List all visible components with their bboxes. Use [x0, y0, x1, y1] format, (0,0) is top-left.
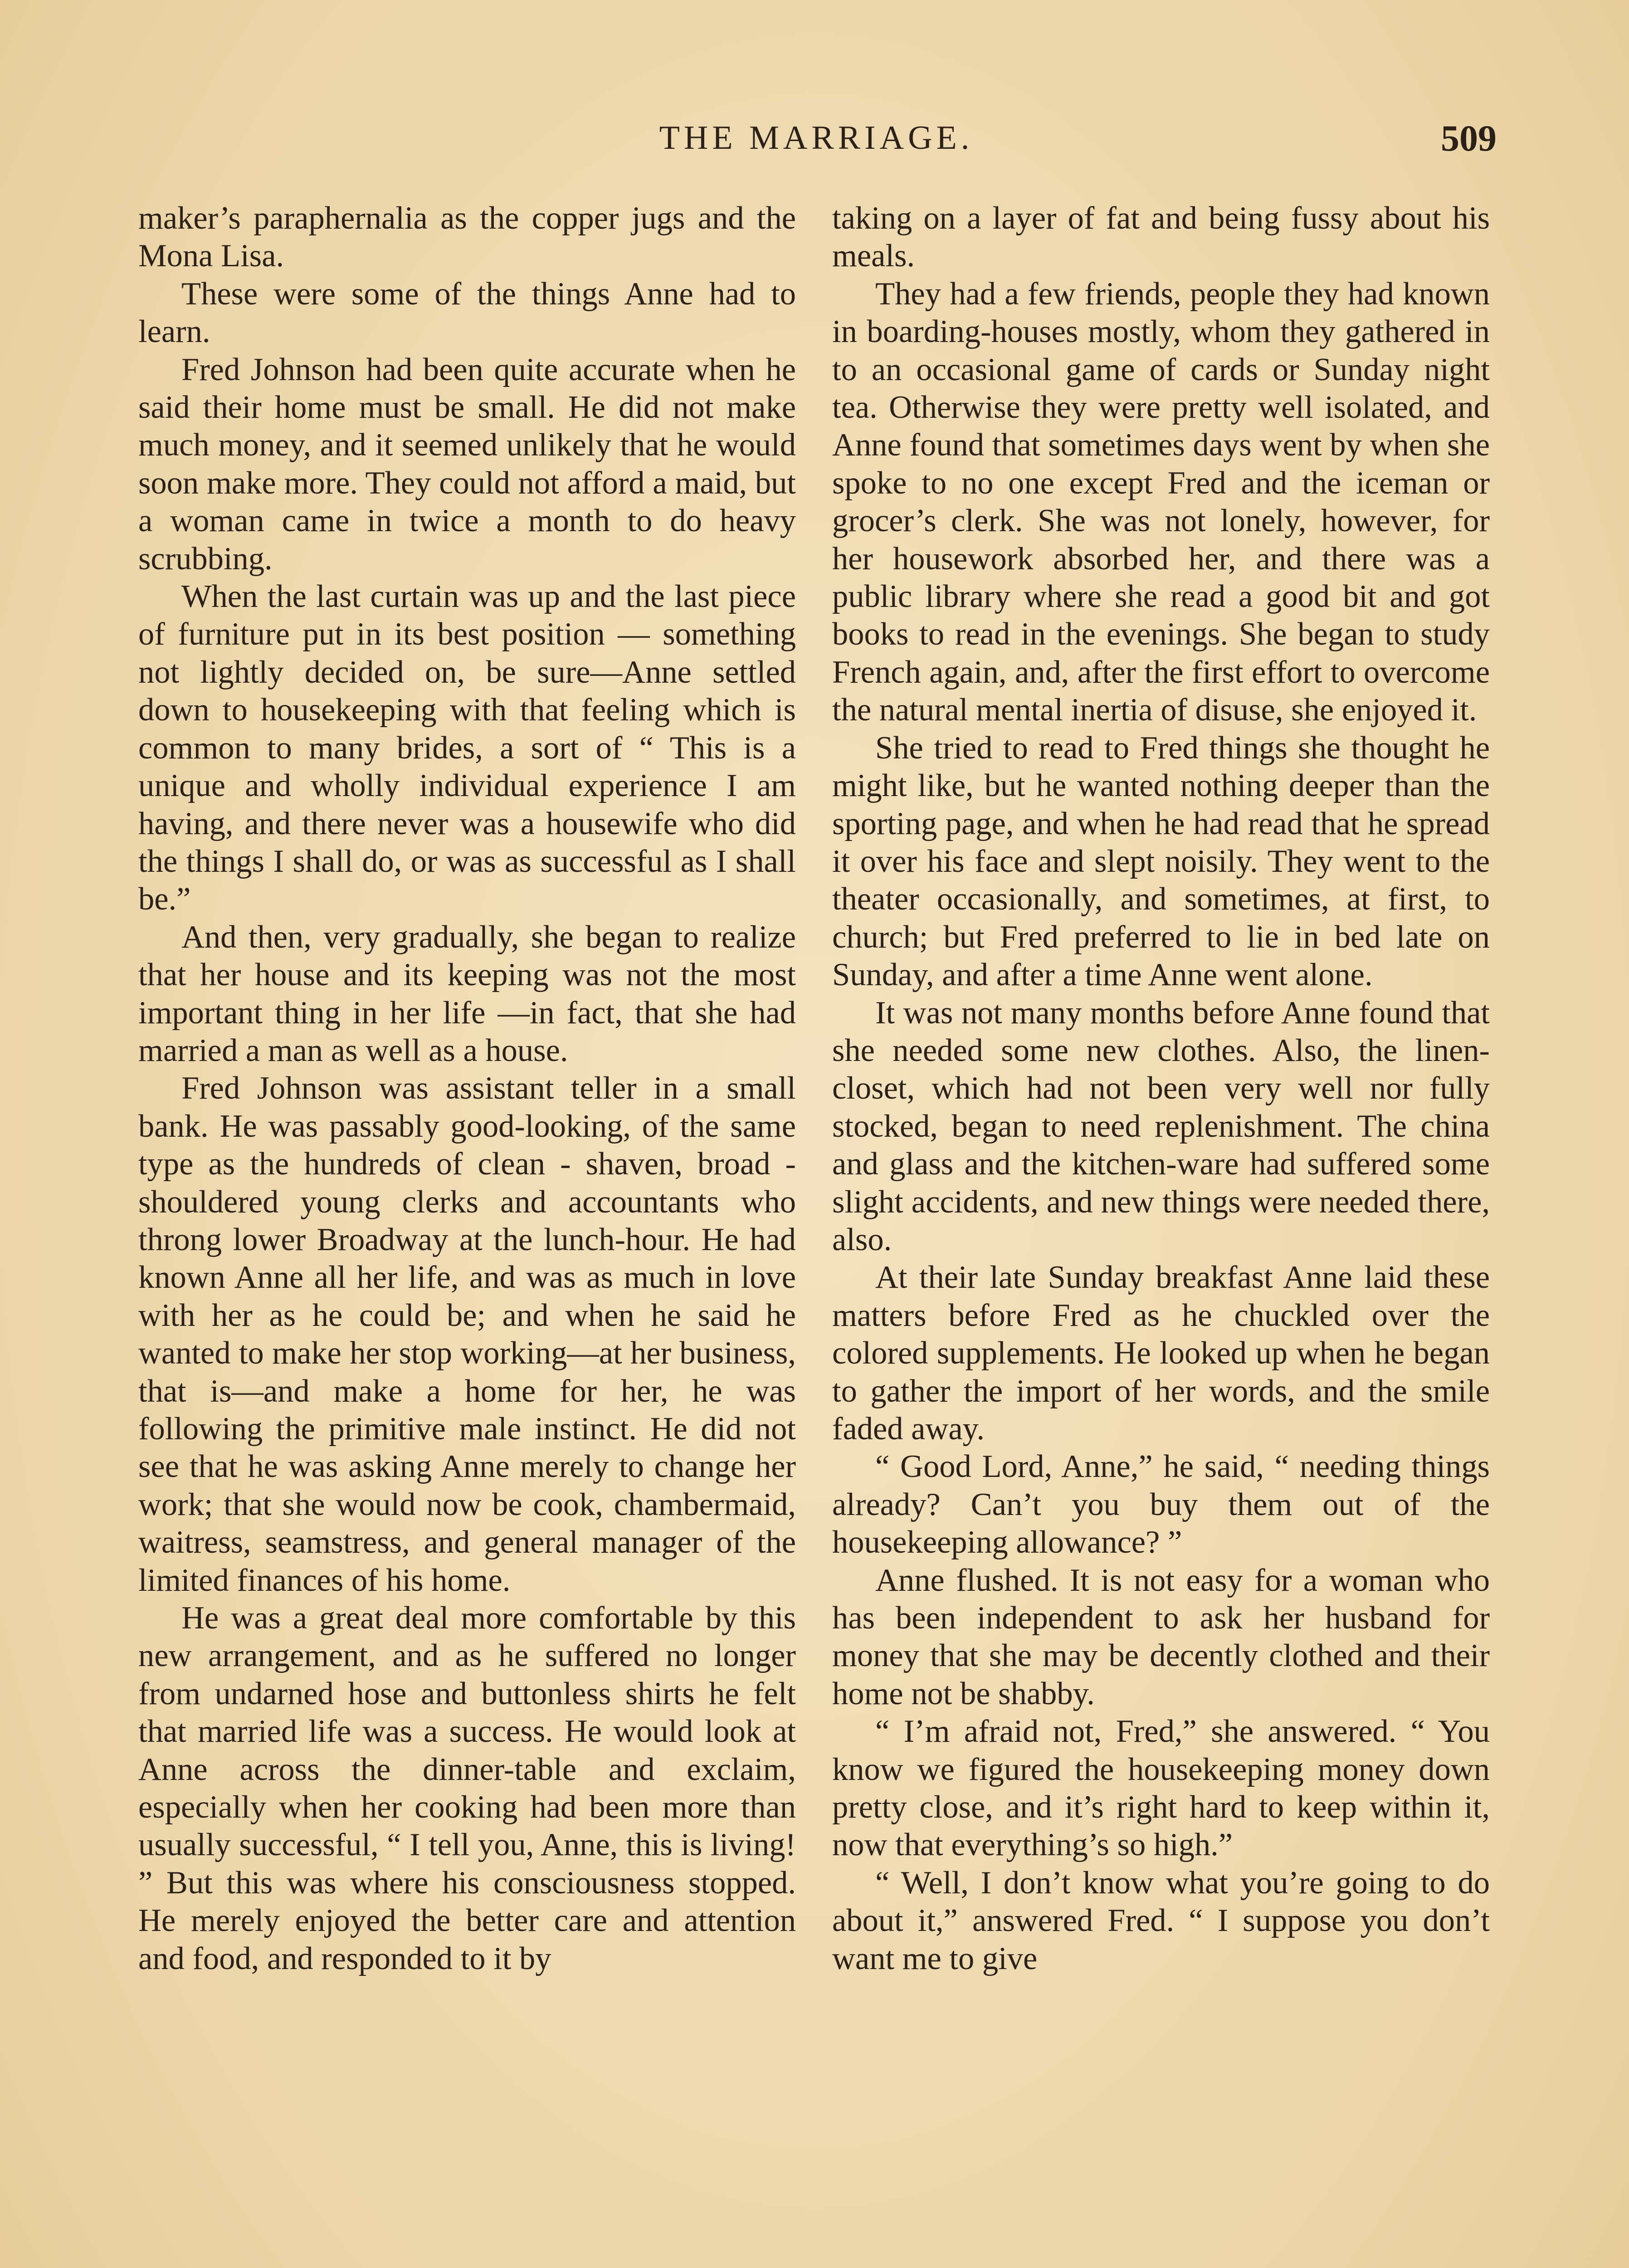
paragraph: “ Well, I don’t know what you’re going to do about it,” answered Fred. “ I suppose you don’t want me to give — [832, 1865, 1490, 1976]
running-title: THE MARRIAGE. — [659, 119, 974, 156]
paragraph: They had a few friends, people they had known in boarding-houses mostly, whom they gathered in to an occasional game of cards or Sunday night tea. Otherwise they were pretty well isolated, and Anne found that sometimes days went by when she spoke to no one except Fred and the iceman or grocer’s clerk. She was not lonely, however, for her housework absorbed her, and there was a public library where she read a good bit and got books to read in the evenings. She began to study French again, and, after the first effort to overcome the natural mental inertia of disuse, she enjoyed it. — [832, 276, 1490, 728]
paragraph: And then, very gradually, she began to realize that her house and its keeping was not the most important thing in her life —in fact, that she had married a man as well as a house. — [138, 919, 796, 1068]
page-header — [136, 119, 1497, 164]
paragraph: At their late Sunday breakfast Anne laid these matters before Fred as he chuckled over the colored supplements. He looked up when he began to gather the import of her words, and the smile faded away. — [832, 1260, 1490, 1447]
paragraph: When the last curtain was up and the last piece of furniture put in its best position — something not lightly decided on, be sure—Anne settled down to housekeeping with that feeling which is common to many brides, a sort of “ This is a unique and wholly individual experience I am having, and there never was a housewife who did the things I shall do, or was as successful as I shall be.” — [138, 579, 796, 917]
paragraph: It was not many months before Anne found that she needed some new clothes. Also, the linen-closet, which had not been very well nor fully stocked, began to need replenishment. The china and glass and the kitchen-ware had suffered some slight accidents, and new things were needed there, also. — [832, 995, 1490, 1257]
left-column — [138, 200, 796, 2268]
paragraph: taking on a layer of fat and being fussy about his meals. — [832, 200, 1490, 274]
paragraph: These were some of the things Anne had to learn. — [138, 276, 796, 350]
paragraph: Fred Johnson had been quite accurate when he said their home must be small. He did not make much money, and it seemed unlikely that he would soon make more. They could not afford a maid, but a woman came in twice a month to do heavy scrubbing. — [138, 352, 796, 577]
paragraph: maker’s paraphernalia as the copper jugs and the Mona Lisa. — [138, 200, 796, 274]
page-number: 509 — [1441, 117, 1497, 159]
right-column — [832, 200, 1490, 2268]
paragraph: He was a great deal more comfortable by this new arrangement, and as he suffered no longer from undarned hose and buttonless shirts he felt that married life was a success. He would look at Anne across the dinner-table and exclaim, especially when her cooking had been more than usually successful, “ I tell you, Anne, this is living! ” But this was where his consciousness stopped. He merely enjoyed the better care and attention and food, and responded to it by — [138, 1600, 796, 1976]
paragraph: Anne flushed. It is not easy for a woman who has been independent to ask her husband for money that she may be decently clothed and their home not be shabby. — [832, 1562, 1490, 1711]
paragraph: She tried to read to Fred things she thought he might like, but he wanted nothing deeper than the sporting page, and when he had read that he spread it over his face and slept noisily. They went to the theater occasionally, and sometimes, at first, to church; but Fred preferred to lie in bed late on Sunday, and after a time Anne went alone. — [832, 730, 1490, 993]
paragraph: Fred Johnson was assistant teller in a small bank. He was passably good-looking, of the same type as the hundreds of clean - shaven, broad - shouldered young clerks and accountants who throng lower Broadway at the lunch-hour. He had known Anne all her life, and was as much in love with her as he could be; and when he said he wanted to make her stop working—at her business, that is—and make a home for her, he was following the primitive male instinct. He did not see that he was asking Anne merely to change her work; that she would now be cook, chambermaid, waitress, seamstress, and general manager of the limited finances of his home. — [138, 1070, 796, 1598]
paragraph: “ I’m afraid not, Fred,” she answered. “ You know we figured the housekeeping money down pretty close, and it’s right hard to keep within it, now that everything’s so high.” — [832, 1714, 1490, 1863]
paragraph: “ Good Lord, Anne,” he said, “ needing things already? Can’t you buy them out of the housekeeping allowance? ” — [832, 1449, 1490, 1560]
